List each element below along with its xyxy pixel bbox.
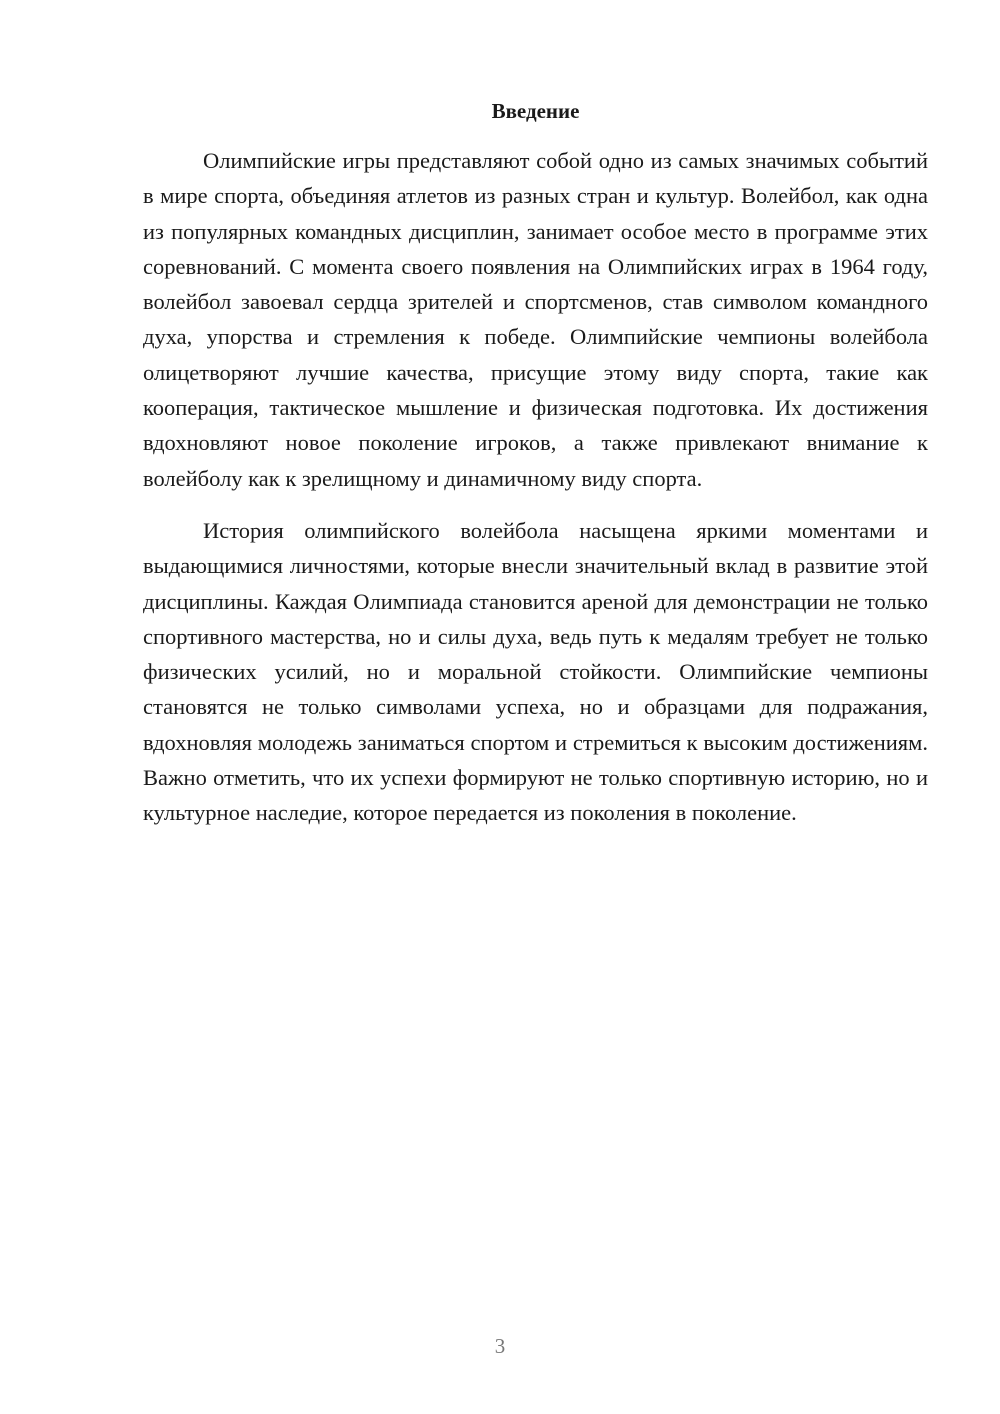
page-number: 3: [494, 1334, 506, 1358]
paragraph-history: История олимпийского волейбола насыщена яркими моментами и выдающимися личностями, которые внесли значительный вклад в развитие этой дисциплины. Каждая Олимпиада становится ареной для демонстрации не только спортивного мастерства, но и силы духа, ведь путь к медалям требует не только физических усилий, но и моральной стойкости. Олимпийские чемпионы становятся не только символами успеха, но и образцами для подражания, вдохновляя молодежь заниматься спортом и стремиться к высоким достижениям. Важно отметить, что их успехи формируют не только спортивную историю, но и культурное наследие, которое передается из поколения в поколение.: [143, 517, 928, 826]
section-heading: Введение: [491, 99, 580, 123]
paragraph-intro: Олимпийские игры представляют собой одно из самых значимых событий в мире спорта, объединяя атлетов из разных стран и культур. Волейбол, как одна из популярных командных дисциплин, занимает особое место в программе этих соревнований. С момента своего появления на Олимпийских играх в 1964 году, волейбол завоевал сердца зрителей и спортсменов, став символом командного духа, упорства и стремления к победе. Олимпийские чемпионы волейбола олицетворяют лучшие качества, присущие этому виду спорта, такие как кооперация, тактическое мышление и физическая подготовка. Их достижения вдохновляют новое поколение игроков, а также привлекают внимание к волейболу как к зрелищному и динамичному виду спорта.: [143, 148, 928, 491]
body-text: [143, 143, 928, 831]
